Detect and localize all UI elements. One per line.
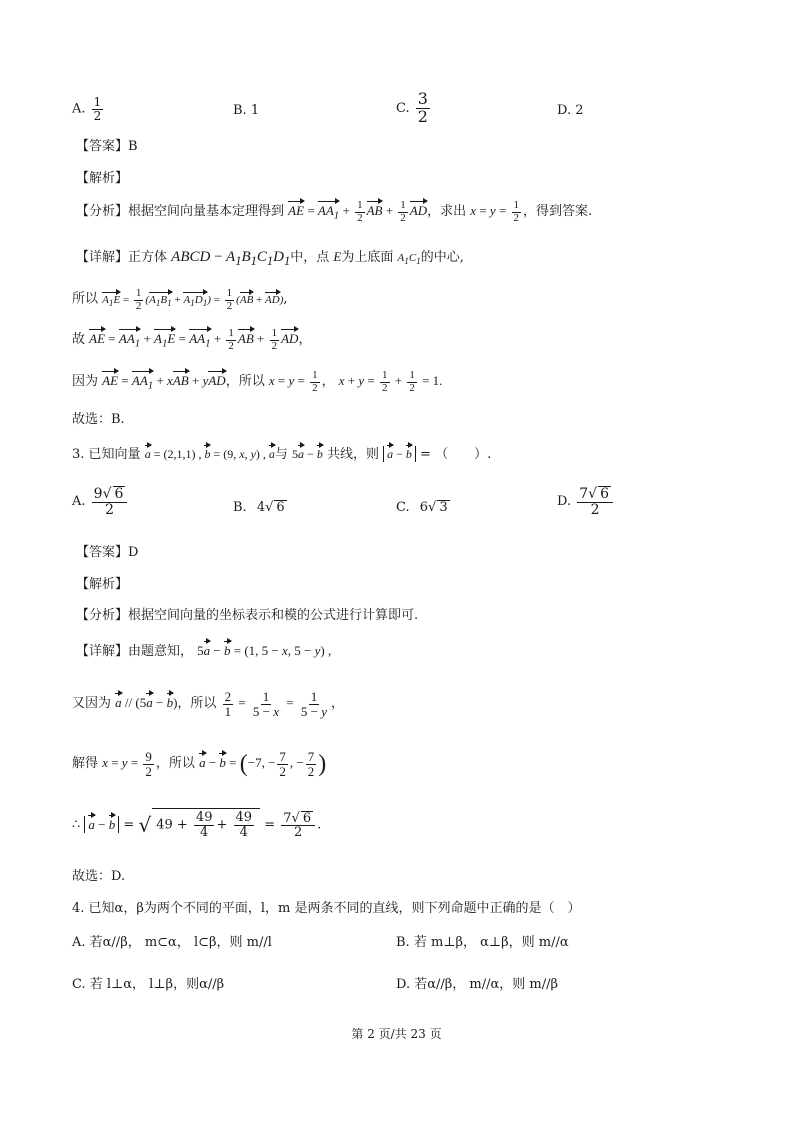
q2-detail-line3: 故 AE = $AA_1 + A_1E = AA_1$ + $\frac{1}{2}$ AB + $\frac{1}{2}$ AD， [72, 327, 312, 352]
q3-option-a: A. $\frac{9√ 6}{2}$ [72, 486, 129, 517]
q3-option-b: B. 4√ 6 [233, 500, 285, 515]
q4-option-d: D. 若α//β， m//α，则 m//β [396, 977, 559, 992]
q3-detail-line3: 解得 x = y = $\frac{9}{2}$ ，所以 a − b = (−7, − $\frac{7}{2}$ , − $\frac{7}{2}$ ) [72, 749, 327, 779]
q4-option-a: A. 若α//β， m⊂α， l⊂β，则 m//l [72, 935, 272, 950]
q3-option-d: D. $\frac{7√ 6}{2}$ [557, 486, 615, 517]
q3-detail-line4: ∴ a − b = √ 49 + $\frac{49}{4}$ + $\frac{49}{4}$ = $\frac{7√ 6}{2}$ . [72, 810, 322, 841]
q3-detail-line1: 【详解】由题意知， 5a − b = (1, 5 − x, 5 − y) , [76, 643, 332, 659]
q2-detail-line4: 因为 AE = $AA_1$ + xAB + yAD，所以 x = y = $\frac{1}{2}$ ， x + y = $\frac{1}{2}$ + $\frac{1}{2}$ = 1. [72, 369, 443, 394]
q2-detail-line1: 【详解】正方体 ABCD − $A_1B_1C_1D_1$中，点 E为上底面 $A_1C_1$的中心, [76, 249, 464, 268]
q2-answer: 【答案】B [76, 139, 138, 154]
q3-analysis-tag: 【解析】 [76, 577, 129, 592]
q4-stem: 4. 已知α，β为两个不同的平面，l，m 是两条不同的直线，则下列命题中正确的是（ ） [72, 901, 581, 916]
q4-option-c: C. 若 l⊥α， l⊥β，则α//β [72, 977, 225, 992]
q2-option-a: A. $\frac{1}{2}$ [72, 95, 102, 123]
q3-detail-line2: 又因为 a // (5a − b)，所以 $\frac{2}{1}$ = $\frac{1}{5 - x}$ = $\frac{1}{5 - y}$ ， [72, 689, 345, 719]
q2-choose: 故选：B. [72, 412, 125, 427]
q3-choose: 故选：D. [72, 869, 126, 884]
q2-analysis-tag: 【解析】 [76, 171, 129, 186]
q3-fenxi: 【分析】根据空间向量的坐标表示和模的公式进行计算即可. [76, 608, 419, 623]
q3-stem: 3. 已知向量 a = (2,1,1) , b = (9, x, y) , a与 5a − b 共线，则 a − b = （ ）. [72, 447, 492, 462]
q4-option-b: B. 若 m⊥β， α⊥β，则 m//α [396, 935, 569, 950]
q2-fenxi: 【分析】根据空间向量基本定理得到 AE = $AA_1$ + $\frac{1}{2}$ AB + $\frac{1}{2}$ AD，求出 x = y = $\frac{1}{2}$ ，得到答案. [76, 199, 593, 224]
q2-detail-line2: 所以 $A_1E$ = $\frac{1}{2}$ $(A_1B_1 + A_1D_1)$ = $\frac{1}{2}$ (AB + AD), [72, 287, 288, 312]
q3-option-c: C. 6√ 3 [396, 500, 448, 515]
q3-answer: 【答案】D [76, 545, 139, 560]
q2-option-c: C. $\frac{3}{2}$ [396, 89, 428, 126]
q2-option-b: B. 1 [233, 103, 260, 118]
q2-option-d: D. 2 [557, 103, 584, 118]
page-footer: 第 2 页/共 23 页 [351, 1027, 442, 1041]
